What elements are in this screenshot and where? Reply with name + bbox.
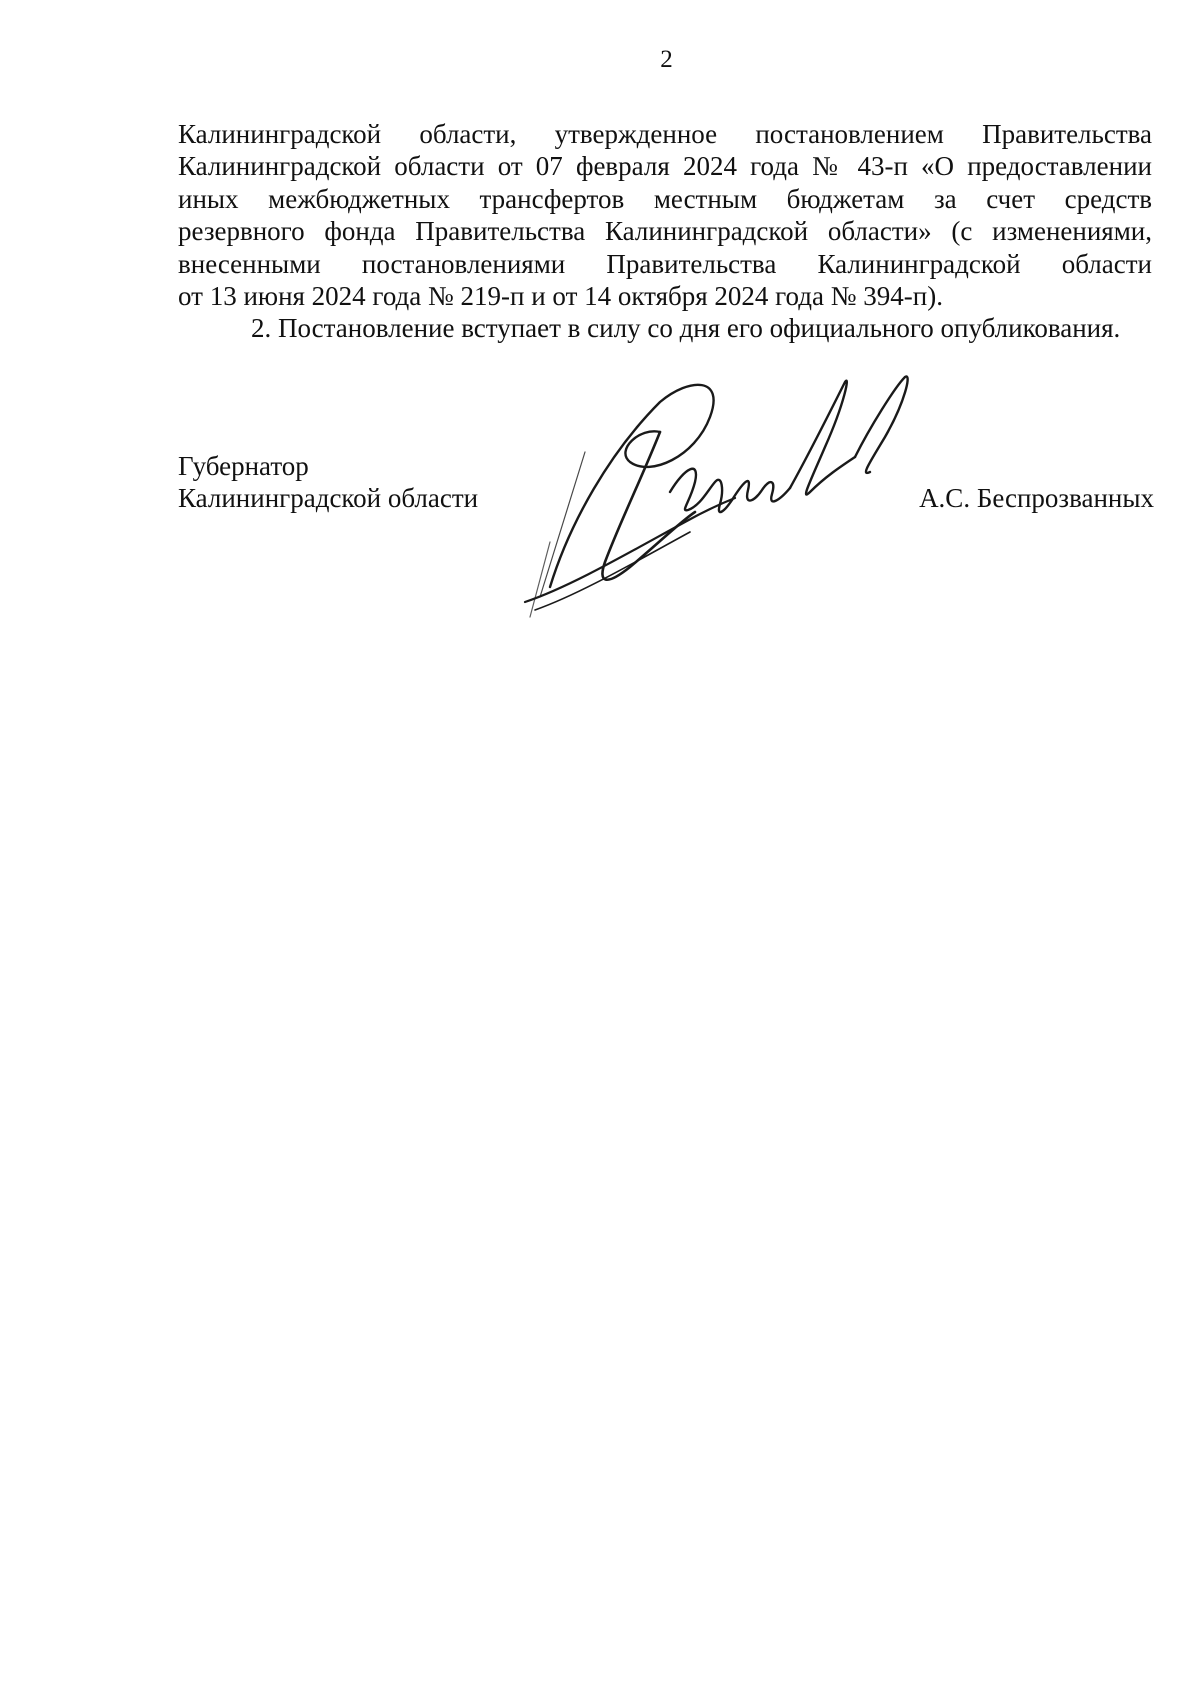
signer-name: А.С. Беспрозванных xyxy=(919,483,1154,513)
body-line-6: от 13 июня 2024 года № 219-п и от 14 октября 2024 года № 394-п). xyxy=(178,281,943,312)
handwritten-signature-icon xyxy=(510,372,930,632)
body-line-4: резервного фонда Правительства Калининградской области» (с изменениями, xyxy=(178,216,1152,247)
signer-position xyxy=(178,450,478,515)
body-line-1: Калининградской области, утвержденное постановлением Правительства xyxy=(178,119,1152,149)
paragraph-2: 2. Постановление вступает в силу со дня его официального опубликования. xyxy=(251,313,1121,344)
signer-position-region: Калининградской области xyxy=(178,483,479,514)
page-number: 2 xyxy=(660,46,673,73)
signer-position-title: Губернатор xyxy=(178,451,309,481)
body-line-5: внесенными постановлениями Правительства Калининградской области xyxy=(178,248,1152,279)
document-body xyxy=(178,118,1152,345)
body-line-3: иных межбюджетных трансфертов местным бюджетам за счет средств xyxy=(178,183,1152,214)
body-line-2: Калининградской области от 07 февраля 2024 года № 43-п «О предоставлении xyxy=(178,151,1152,182)
